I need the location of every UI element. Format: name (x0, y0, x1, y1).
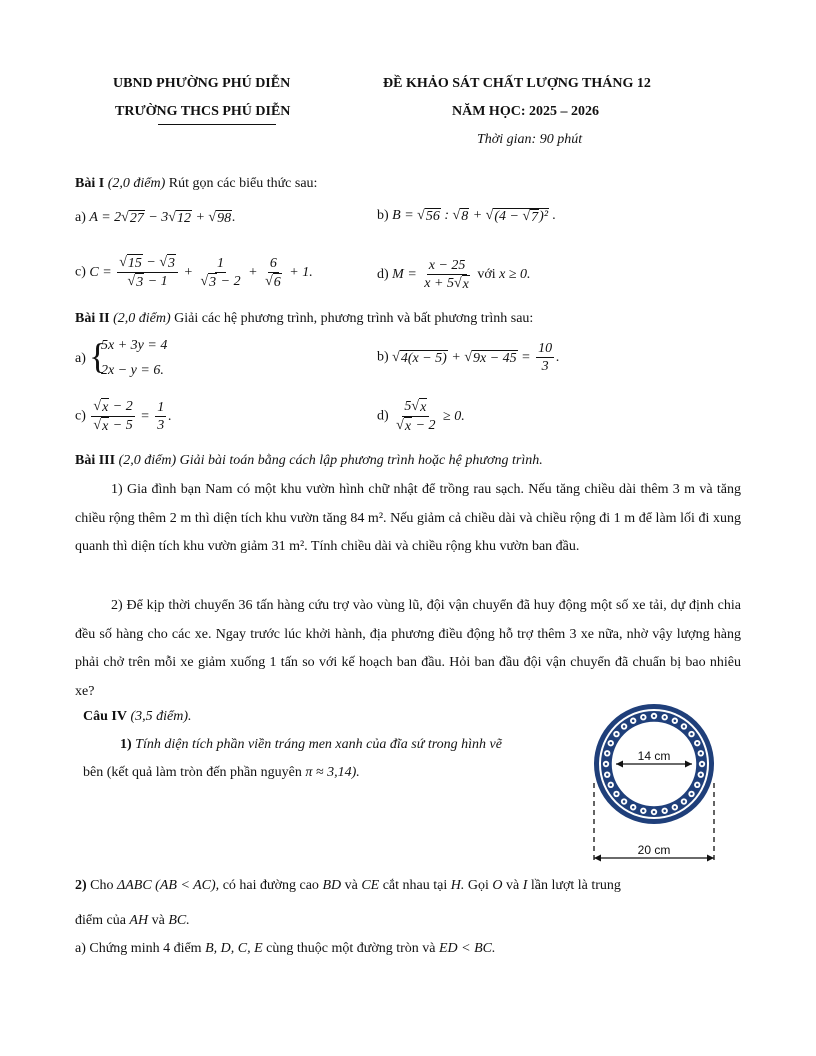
bai1-a: a) A = 2 √ 27 − 3 √ 12 + √ 98 . (75, 210, 236, 226)
bai2-b: b) √ 4(x − 5) + √ 9x − 45 = $\frac{10}{3}$ . (377, 341, 560, 374)
cau4-q2-line2: điểm của AH và BC. (75, 913, 190, 928)
bai3-problem-1: 1) Gia đình bạn Nam có một khu vườn hình chữ nhật để trồng rau sạch. Nếu tăng chiều dài thêm 3 m và tăng chiều rộng thêm 2 m thì diện tích khu vườn tăng 84 m². Nếu giảm cả chiều dài và chiều rộng đi 1 m để làm lối đi xung quanh thì diện tích khu vườn giảm 31 m². Tính chiều dài và chiều rộng khu vườn ban đầu. (75, 482, 741, 554)
plate-pattern-dot-center (653, 715, 656, 718)
plate-figure (588, 703, 722, 865)
plate-pattern-dot-center (683, 725, 686, 728)
inner-diameter-label: 14 cm (637, 749, 671, 763)
outer-diameter-label: 20 cm (637, 843, 671, 857)
exam-duration: Thời gian: 90 phút (477, 132, 583, 147)
header-underline (158, 124, 276, 125)
cau4-q2-line1: 2) Cho ΔABC (AB < AC), có hai đường cao BD và CE cắt nhau tại H. Gọi O và I lần lượt là trung (75, 878, 621, 893)
bai3-heading: Bài III (2,0 điểm) Giải bài toán bằng cách lập phương trình hoặc hệ phương trình. (75, 453, 543, 468)
plate-pattern-dot-center (690, 733, 693, 736)
plate-pattern-dot-center (663, 716, 666, 719)
plate-pattern-dot-center (606, 752, 609, 755)
plate-pattern-dot-center (683, 800, 686, 803)
plate-pattern-dot-center (642, 809, 645, 812)
plate-pattern-dot-center (623, 725, 626, 728)
bai1-d: d) M = x − 25 x + 5 √ x với x ≥ 0. (377, 258, 531, 292)
plate-pattern-dot-center (615, 793, 618, 796)
plate-pattern-dot-center (674, 719, 677, 722)
plate-pattern-dot-center (606, 773, 609, 776)
plate-pattern-dot-center (701, 763, 704, 766)
cau4-heading: Câu IV (3,5 điểm). (83, 709, 192, 724)
school-name: TRƯỜNG THCS PHÚ DIỄN (115, 104, 291, 119)
bai1-b: b) B = √ 56 : √ 8 + √ (4 − √ 7 )² . (377, 208, 557, 225)
plate-pattern-dot-center (605, 763, 608, 766)
plate-pattern-dot-center (642, 716, 645, 719)
plate-pattern-dot-center (663, 809, 666, 812)
plate-pattern-dot-center (696, 742, 699, 745)
plate-pattern-dot-center (699, 773, 702, 776)
bai1-heading: Bài I (2,0 điểm) Rút gọn các biểu thức sau: (75, 176, 318, 191)
plate-pattern-dot-center (690, 793, 693, 796)
plate-pattern-dot-center (615, 733, 618, 736)
outer-arrow-right (707, 855, 714, 862)
exam-title: ĐỀ KHẢO SÁT CHẤT LƯỢNG THÁNG 12 (383, 76, 651, 91)
plate-pattern-dot-center (632, 719, 635, 722)
cau4-q1-line1: 1) Tính diện tích phần viền tráng men xanh của đĩa sứ trong hình vẽ (120, 737, 502, 752)
plate-pattern-dot-center (696, 784, 699, 787)
plate-pattern-dot-center (609, 742, 612, 745)
cau4-q2a: a) Chứng minh 4 điểm B, D, C, E cùng thuộc một đường tròn và ED < BC. (75, 941, 496, 956)
cau4-q1-line2: bên (kết quả làm tròn đến phần nguyên π ≈ 3,14). (83, 765, 360, 780)
bai2-heading: Bài II (2,0 điểm) Giải các hệ phương trình, phương trình và bất phương trình sau: (75, 311, 534, 326)
plate-pattern-dot-center (623, 800, 626, 803)
plate-pattern-dot-center (609, 784, 612, 787)
bai2-c: c) √ x − 2 √ x − 5 = $\frac{1}{3}$ . (75, 399, 172, 434)
bai3-problem-2: 2) Để kịp thời chuyển 36 tấn hàng cứu trợ vào vùng lũ, đội vận chuyển đã huy động một số xe tải, dự định chia đều số hàng cho các xe. Ngay trước lúc khởi hành, địa phương điều động hỗ trợ thêm 3 xe nữa, nhờ vậy lượng hàng phải chở trên mỗi xe giảm xuống 1 tấn so với kế hoạch ban đầu. Hỏi ban đầu đội vận chuyển đã chuẩn bị bao nhiêu xe? (75, 598, 741, 699)
bai2-d: d) 5 √ x √ x − 2 ≥ 0. (377, 399, 465, 434)
bai1-c: c) C = √ 15 − √ 3 √ 3 − 1 + 1 √ 3 − 2 + 6 √ 6 + 1. (75, 255, 313, 290)
plate-pattern-dot-center (653, 811, 656, 814)
plate-pattern-dot-center (674, 806, 677, 809)
school-year: NĂM HỌC: 2025 – 2026 (452, 104, 599, 119)
plate-pattern-dot-center (632, 806, 635, 809)
plate-pattern-dot-center (699, 752, 702, 755)
outer-arrow-left (594, 855, 601, 862)
school-authority: UBND PHƯỜNG PHÚ DIỄN (113, 76, 291, 91)
